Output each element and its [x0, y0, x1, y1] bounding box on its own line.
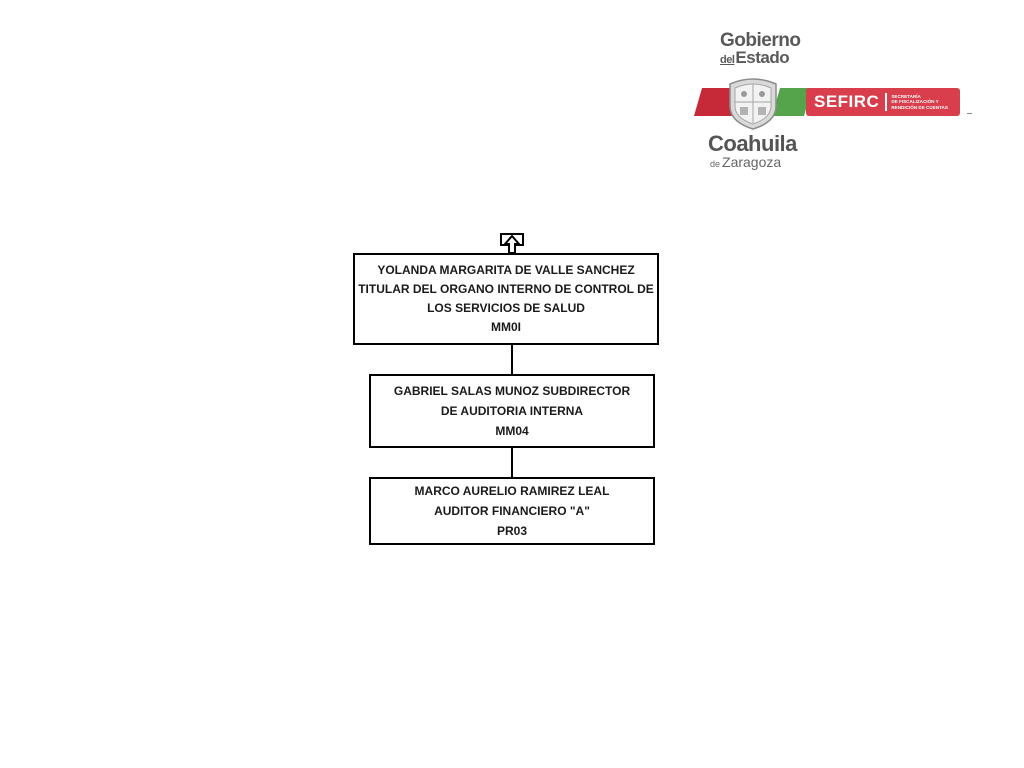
node-line: GABRIEL SALAS MUNOZ SUBDIRECTOR — [393, 384, 631, 398]
sefirc-badge — [806, 88, 960, 116]
sefirc-sub-line: SECRETARÍA — [891, 93, 921, 99]
sefirc-sub-line: DE FISCALIZACIÓN Y — [891, 99, 939, 105]
logo-de-text: de — [710, 159, 721, 169]
org-node-auditor[interactable] — [369, 477, 655, 545]
sefirc-sub-line: RENDICIÓN DE CUENTAS — [891, 104, 948, 110]
connector-line — [511, 448, 513, 477]
org-node-titular[interactable] — [353, 253, 659, 345]
node-code: MM04 — [495, 424, 529, 438]
logo-gobierno-text: Gobierno — [720, 30, 801, 51]
node-line: LOS SERVICIOS DE SALUD — [427, 301, 585, 315]
node-line: YOLANDA MARGARITA DE VALLE SANCHEZ — [377, 263, 635, 277]
sefirc-subtitle — [891, 94, 948, 110]
logo-zaragoza-line — [710, 154, 781, 170]
sefirc-text: SEFIRC — [814, 92, 880, 111]
logo-coahuila-text: Coahuila — [708, 131, 797, 156]
node-line: MARCO AURELIO RAMIREZ LEAL — [414, 484, 610, 498]
logo-zaragoza-text: Zaragoza — [722, 154, 782, 170]
up-arrow-icon[interactable] — [500, 233, 524, 255]
logo-estado-text: Estado — [735, 48, 790, 67]
org-node-subdirector[interactable] — [369, 374, 655, 448]
gobierno-coahuila-sefirc-logo — [696, 30, 976, 175]
connector-line — [511, 345, 513, 374]
node-line: TITULAR DEL ORGANO INTERNO DE CONTROL DE — [358, 282, 654, 296]
coat-of-arms-icon — [724, 76, 782, 130]
node-line: DE AUDITORIA INTERNA — [440, 404, 584, 418]
logo-estado-line — [720, 48, 789, 68]
node-code: MM0I — [491, 320, 521, 334]
node-line: AUDITOR FINANCIERO "A" — [434, 504, 590, 518]
logo-del-text: del — [720, 54, 735, 66]
node-code: PR03 — [496, 524, 528, 538]
logo-dash — [967, 113, 972, 114]
sefirc-divider — [885, 93, 887, 111]
